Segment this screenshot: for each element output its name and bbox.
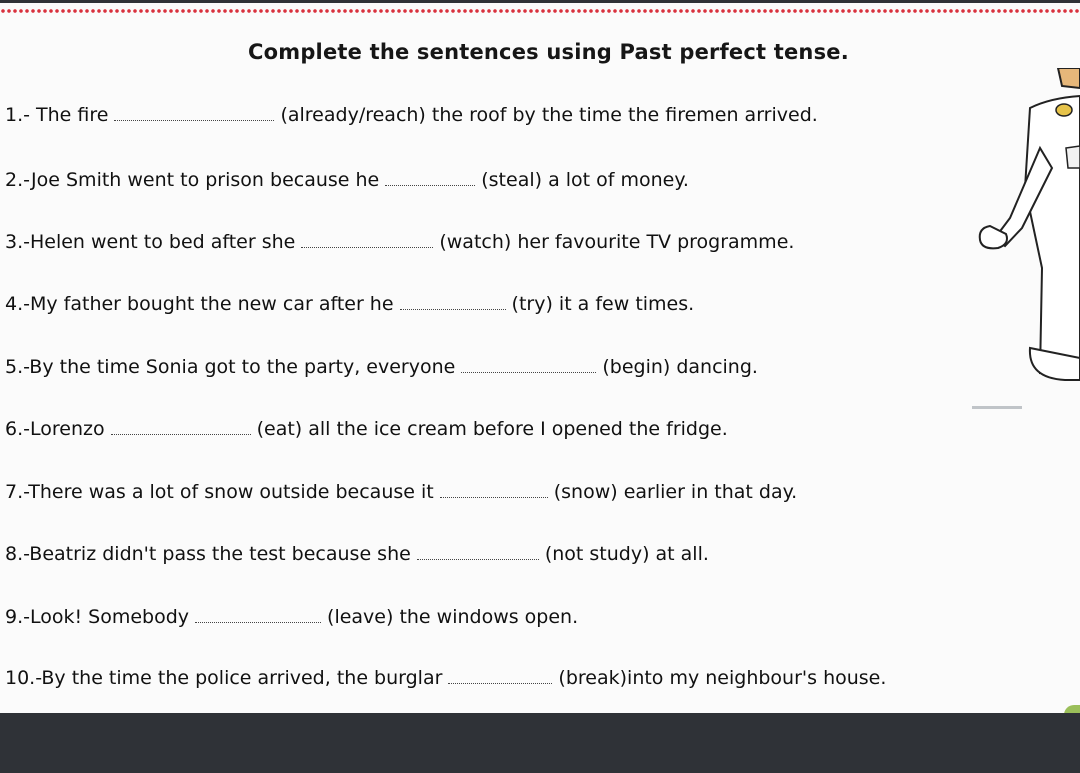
exercise-text-before: 5.-By the time Sonia got to the party, everyone xyxy=(5,356,456,378)
exercise-text-before: 10.-By the time the police arrived, the burglar xyxy=(5,667,443,689)
exercise-text-after: (begin) dancing. xyxy=(602,356,758,378)
exercise-text-before: 2.-Joe Smith went to prison because he xyxy=(5,169,380,191)
answer-blank[interactable] xyxy=(400,295,506,310)
police-officer-illustration xyxy=(970,68,1080,428)
worksheet-page xyxy=(0,3,1080,713)
viewer-bottom-bar xyxy=(0,713,1080,773)
worksheet-title: Complete the sentences using Past perfect tense. xyxy=(248,40,849,64)
exercise-text-after: (eat) all the ice cream before I opened the fridge. xyxy=(256,418,728,440)
exercise-text-after: (leave) the windows open. xyxy=(327,606,579,628)
answer-blank[interactable] xyxy=(301,233,433,248)
dotted-border xyxy=(0,7,1080,21)
exercise-text-after: (snow) earlier in that day. xyxy=(553,481,798,503)
exercise-item-1 xyxy=(5,104,818,126)
exercise-text-after: (break)into my neighbour's house. xyxy=(558,667,887,689)
exercise-item-7 xyxy=(5,481,797,503)
pocket-shape xyxy=(1066,146,1080,168)
exercise-item-8 xyxy=(5,543,709,565)
exercise-item-6 xyxy=(5,418,728,440)
exercise-item-3 xyxy=(5,231,794,253)
exercise-text-before: 8.-Beatriz didn't pass the test because she xyxy=(5,543,411,565)
exercise-item-5 xyxy=(5,356,758,378)
answer-blank[interactable] xyxy=(195,608,321,623)
answer-blank[interactable] xyxy=(461,358,596,373)
uniform-shape xyxy=(1025,96,1080,373)
exercise-item-4 xyxy=(5,293,694,315)
answer-blank[interactable] xyxy=(111,420,251,435)
exercise-text-after: (already/reach) the roof by the time the firemen arrived. xyxy=(280,104,818,126)
exercise-text-before: 3.-Helen went to bed after she xyxy=(5,231,296,253)
badge-icon xyxy=(1056,104,1072,116)
exercise-text-after: (watch) her favourite TV programme. xyxy=(439,231,795,253)
illustration-signature xyxy=(972,406,1022,409)
exercise-item-2 xyxy=(5,169,689,191)
answer-blank[interactable] xyxy=(417,545,539,560)
answer-blank[interactable] xyxy=(114,106,274,121)
corner-decoration xyxy=(1064,705,1080,713)
exercise-text-after: (not study) at all. xyxy=(544,543,709,565)
exercise-text-before: 1.- The fire xyxy=(5,104,109,126)
exercise-text-after: (try) it a few times. xyxy=(511,293,695,315)
exercise-text-after: (steal) a lot of money. xyxy=(481,169,689,191)
exercise-text-before: 6.-Lorenzo xyxy=(5,418,105,440)
answer-blank[interactable] xyxy=(440,483,548,498)
answer-blank[interactable] xyxy=(385,171,475,186)
exercise-text-before: 7.-There was a lot of snow outside because it xyxy=(5,481,434,503)
answer-blank[interactable] xyxy=(448,669,552,684)
cap-icon xyxy=(1058,68,1080,88)
exercise-item-9 xyxy=(5,606,578,628)
exercise-text-before: 9.-Look! Somebody xyxy=(5,606,190,628)
exercise-text-before: 4.-My father bought the new car after he xyxy=(5,293,394,315)
exercise-item-10 xyxy=(5,667,886,689)
